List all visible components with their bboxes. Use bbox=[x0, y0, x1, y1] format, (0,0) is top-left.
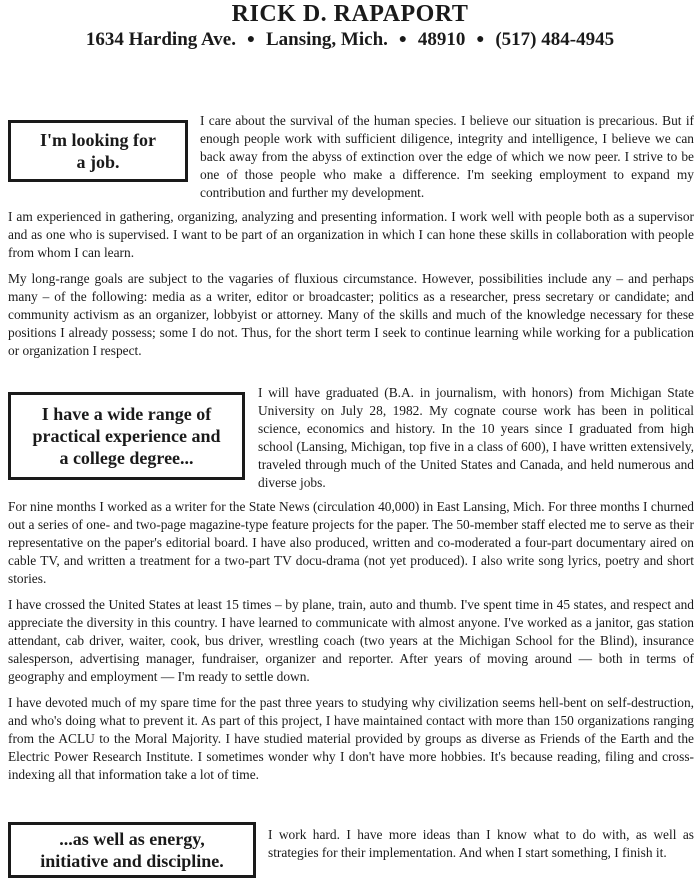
city-state: Lansing, Mich. bbox=[265, 29, 388, 50]
intro-paragraph: I will have graduated (B.A. in journalism, with honors) from Michigan State University on July 28, 1982. My cognate course work has been in political science, economics and history. In the 10 years since I graduated from high school (Lansing, Michigan, top five in a class of 600), I have written extensively, traveled through much of the United States and Canada, and held numerous and diverse jobs. bbox=[258, 385, 694, 490]
bullet-separator: ● bbox=[476, 32, 485, 47]
body-paragraph: I am experienced in gathering, organizing, analyzing and presenting information. I work well with people both as a supervisor and as one who is supervised. I want to be part of an organization in which I can hone these skills in collaboration with people from whom I can learn. bbox=[8, 209, 694, 260]
bullet-separator: ● bbox=[246, 32, 256, 47]
callout-text: ...as well as energy, initiative and discipline. bbox=[40, 829, 224, 871]
zip-code: 48910 bbox=[417, 29, 466, 50]
body-paragraph: I have devoted much of my spare time for the past three years to studying why civilization seems hell-bent on self-destruction, and who's doing what to prevent it. As part of this project, I have maintained contact with more than 150 organizations ranging from the ACLU to the Moral Majority. I have studied material provided by groups as diverse as Friends of the Earth and the Electric Power Research Institute. I sometimes wonder why I don't have more hobbies. It's because reading, filing and cross-indexing all that information take a lot of time. bbox=[8, 695, 694, 782]
applicant-name: RICK D. RAPAPORT bbox=[231, 1, 469, 27]
street-address: 1634 Harding Ave. bbox=[85, 29, 236, 50]
body-paragraph: My long-range goals are subject to the vagaries of fluxious circumstance. However, possibilities include any – and perhaps many – of the following: media as a writer, editor or broadcaster; politics as a researcher, press secretary or candidate; and community activism as an organizer, lobbyist or attorney. Many of the skills and much of the knowledge necessary for these positions I already possess; some I do not. Thus, for the short term I seek to continue learning while working for a publication or organization I respect. bbox=[8, 271, 694, 358]
callout-box bbox=[8, 822, 256, 878]
contact-line bbox=[0, 28, 700, 52]
body-paragraph: For nine months I worked as a writer for the State News (circulation 40,000) in East Lansing, Mich. For three months I churned out a series of one- and two-page magazine-type feature projects for the paper. The 50-member staff elected me to serve as their representative on the paper's editorial board. I have also produced, written and co-moderated a four-part documentary aired on cable TV, and written a treatment for a two-part TV docu-drama (not yet produced). I also write song lyrics, poetry and short stories. bbox=[8, 499, 694, 586]
callout-text: I'm looking for a job. bbox=[39, 130, 156, 172]
callout-box bbox=[8, 392, 245, 480]
bullet-separator: ● bbox=[398, 32, 408, 47]
section-experience bbox=[8, 384, 694, 782]
callout-text: I have a wide range of practical experience and a college degree... bbox=[32, 404, 221, 468]
callout-box bbox=[8, 120, 188, 182]
section-job-search bbox=[8, 112, 694, 362]
section-work-ethic bbox=[8, 820, 694, 871]
body-paragraphs bbox=[8, 498, 694, 792]
letterhead bbox=[0, 0, 700, 52]
body-paragraph: I have crossed the United States at least 15 times – by plane, train, auto and thumb. I've spent time in 45 states, and respect and appreciate the diversity in this country. I have learned to communicate with almost anyone. I've worked as a janitor, gas station attendant, cab driver, waiter, cook, bus driver, wrestling coach (two years at the Michigan School for the Blind), insurance salesperson, advertising manager, fundraiser, organizer and reporter. After years of moving around — both in terms of geography and employment — I'm ready to settle down. bbox=[8, 597, 694, 684]
body-paragraphs bbox=[8, 208, 694, 368]
intro-paragraph: I care about the survival of the human species. I believe our situation is precarious. But if enough people work with sufficient diligence, integrity and intelligence, I believe we can back away from the abyss of extinction over the edge of which we now peer. I strive to be one of those people who make a difference. I'm seeking employment to expand my contribution and further my development. bbox=[200, 113, 694, 200]
phone-number: (517) 484-4945 bbox=[495, 29, 615, 50]
intro-paragraph: I work hard. I have more ideas than I know what to do with, as well as strategies for their implementation. And when I start something, I finish it. bbox=[268, 827, 694, 860]
